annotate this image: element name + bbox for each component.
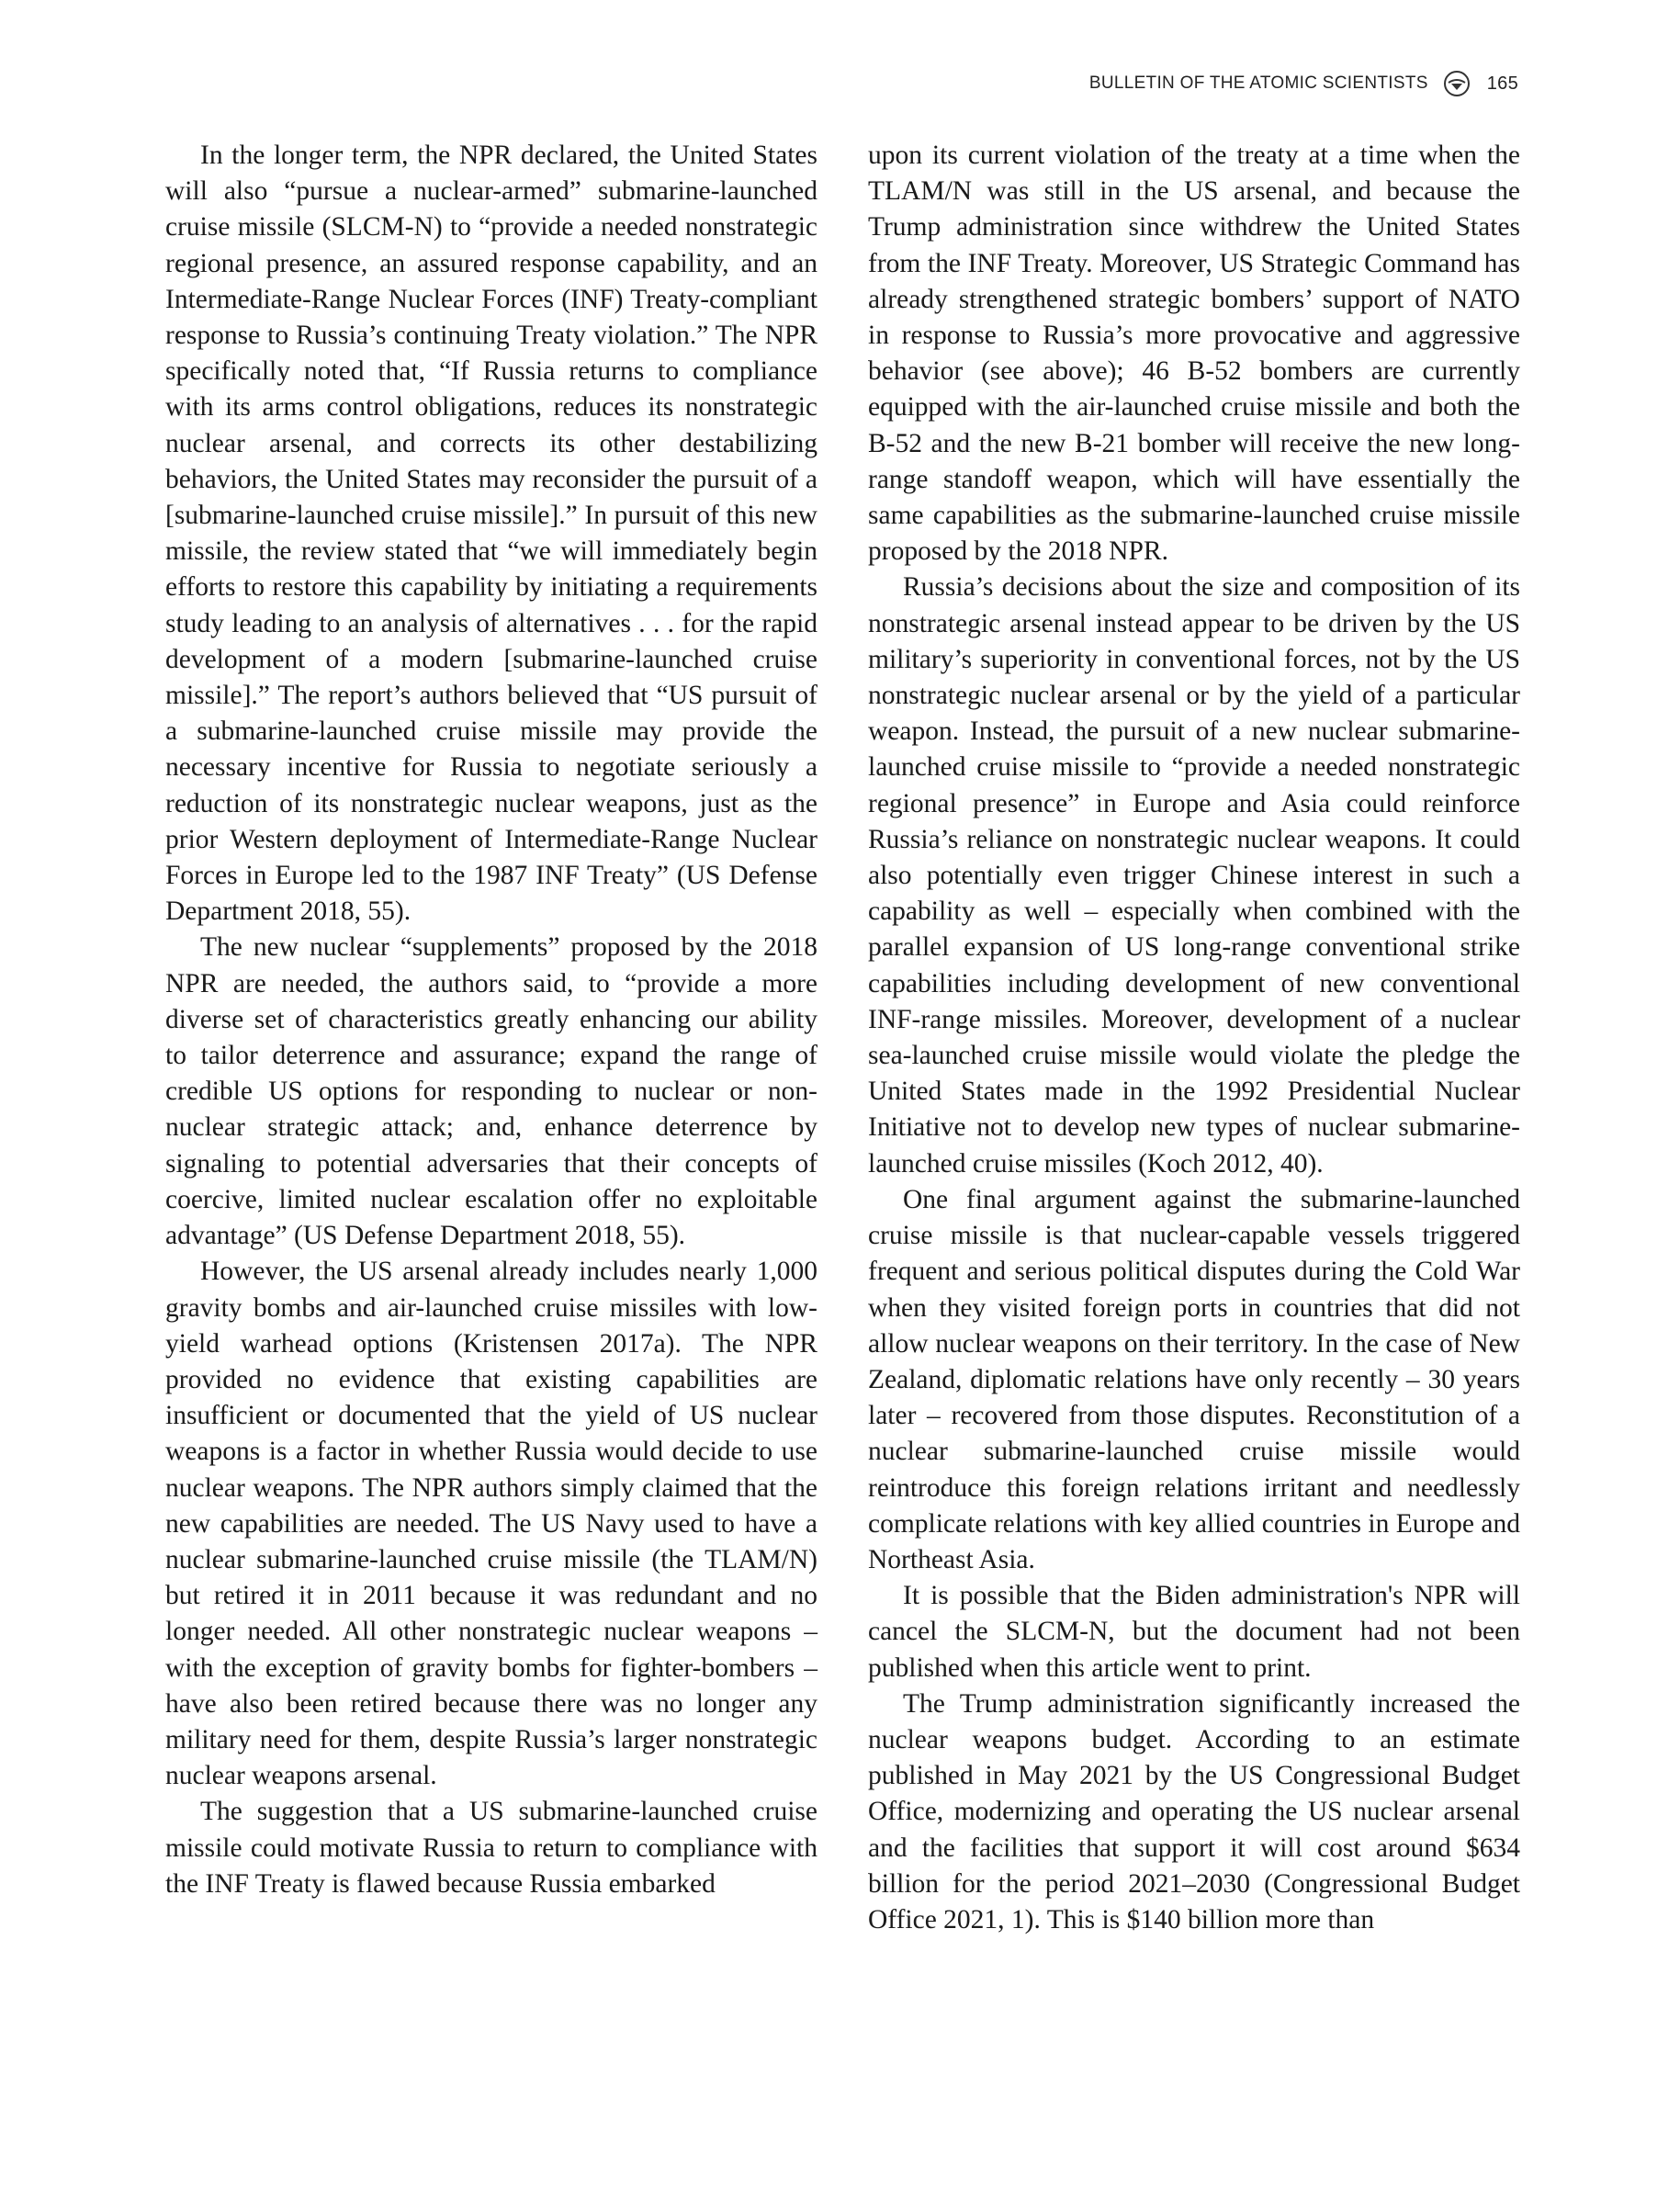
left-column [165, 138, 817, 1902]
paragraph: It is possible that the Biden administration's NPR will cancel the SLCM-N, but the document had not been published when this article went to print. [868, 1581, 1520, 1683]
paragraph: The suggestion that a US submarine-launched cruise missile could motivate Russia to return to compliance with the INF Treaty is flawed because Russia embarked [165, 1797, 817, 1899]
page-number: 165 [1486, 73, 1518, 94]
paragraph-continuation: upon its current violation of the treaty at a time when the TLAM/N was still in the US arsenal, and because the Trump administration since withdrew the United States from the INF Treaty. Moreover, US Strategic Command has already strengthened strategic bombers’ support of NATO in response to Russia’s more provocative and aggressive behavior (see above); 46 B-52 bombers are currently equipped with the air-launched cruise missile and both the B-52 and the new B-21 bomber will receive the new long-range standoff weapon, which will have essentially the same capabilities as the submarine-launched cruise missile proposed by the 2018 NPR. [868, 141, 1520, 567]
paragraph: Russia’s decisions about the size and composition of its nonstrategic arsenal instead appear to be driven by the US military’s superiority in conventional forces, not by the US nonstrategic nuclear arsenal or by the yield of a particular weapon. Instead, the pursuit of a new nuclear submarine-launched cruise missile to “provide a needed nonstrategic regional presence” in Europe and Asia could reinforce Russia’s reliance on nonstrategic nuclear weapons. It could also potentially even trigger Chinese interest in such a capability as well – especially when combined with the parallel expansion of US long-range conventional strike capabilities including development of new conventional INF-range missiles. Moreover, development of a nuclear sea-launched cruise missile would violate the pledge the United States made in the 1992 Presidential Nuclear Initiative not to develop new types of nuclear submarine-launched cruise missiles (Koch 2012, 40). [868, 572, 1520, 1179]
running-head [1089, 70, 1518, 97]
paragraph: One final argument against the submarine-launched cruise missile is that nuclear-capable vessels triggered frequent and serious political disputes during the Cold War when they visited foreign ports in countries that did not allow nuclear weapons on their territory. In the case of New Zealand, diplomatic relations have only recently – 30 years later – recovered from those disputes. Reconstitution of a nuclear submarine-launched cruise missile would reintroduce this foreign relations irritant and needlessly complicate relations with key allied countries in Europe and Northeast Asia. [868, 1184, 1520, 1574]
paragraph: The new nuclear “supplements” proposed by the 2018 NPR are needed, the authors said, to “provide a more diverse set of characteristics greatly enhancing our ability to tailor deterrence and assurance; expand the range of credible US options for responding to nuclear or non-nuclear strategic attack; and, enhance deterrence by signaling to potential adversaries that their concepts of coercive, limited nuclear escalation offer no exploitable advantage” (US Defense Department 2018, 55). [165, 932, 817, 1251]
paragraph: However, the US arsenal already includes nearly 1,000 gravity bombs and air-launched cruise missiles with low-yield warhead options (Kristensen 2017a). The NPR provided no evidence that existing capabilities are insufficient or documented that the yield of US nuclear weapons is a factor in whether Russia would decide to use nuclear weapons. The NPR authors simply claimed that the new capabilities are needed. The US Navy used to have a nuclear submarine-launched cruise missile (the TLAM/N) but retired it in 2011 because it was redundant and no longer needed. All other nonstrategic nuclear weapons – with the exception of gravity bombs for fighter-bombers – have also been retired because there was no longer any military need for them, despite Russia’s larger nonstrategic nuclear weapons arsenal. [165, 1257, 817, 1791]
journal-title: BULLETIN OF THE ATOMIC SCIENTISTS [1088, 73, 1428, 93]
paragraph: The Trump administration significantly increased the nuclear weapons budget. According to an estimate published in May 2021 by the US Congressional Budget Office, modernizing and operating the US nuclear arsenal and the facilities that support it will cost around $634 billion for the period 2021–2030 (Congressional Budget Office 2021, 1). This is $140 billion more than [868, 1688, 1520, 1934]
crossmark-icon[interactable] [1443, 70, 1471, 97]
paragraph: In the longer term, the NPR declared, the United States will also “pursue a nuclear-armed” submarine-launched cruise missile (SLCM-N) to “provide a needed nonstrategic regional presence, an assured response capability, and an Intermediate-Range Nuclear Forces (INF) Treaty-compliant response to Russia’s continuing Treaty violation.” The NPR specifically noted that, “If Russia returns to compliance with its arms control obligations, reduces its nonstrategic nuclear arsenal, and corrects its other destabilizing behaviors, the United States may reconsider the pursuit of a [submarine-launched cruise missile].” In pursuit of this new missile, the review stated that “we will immediately begin efforts to restore this capability by initiating a requirements study leading to an analysis of alternatives . . . for the rapid development of a modern [submarine-launched cruise missile].” The report’s authors believed that “US pursuit of a submarine-launched cruise missile may provide the necessary incentive for Russia to negotiate seriously a reduction of its nonstrategic nuclear weapons, just as the prior Western deployment of Intermediate-Range Nuclear Forces in Europe led to the 1987 INF Treaty” (US Defense Department 2018, 55). [165, 141, 817, 927]
right-column [868, 138, 1520, 1938]
